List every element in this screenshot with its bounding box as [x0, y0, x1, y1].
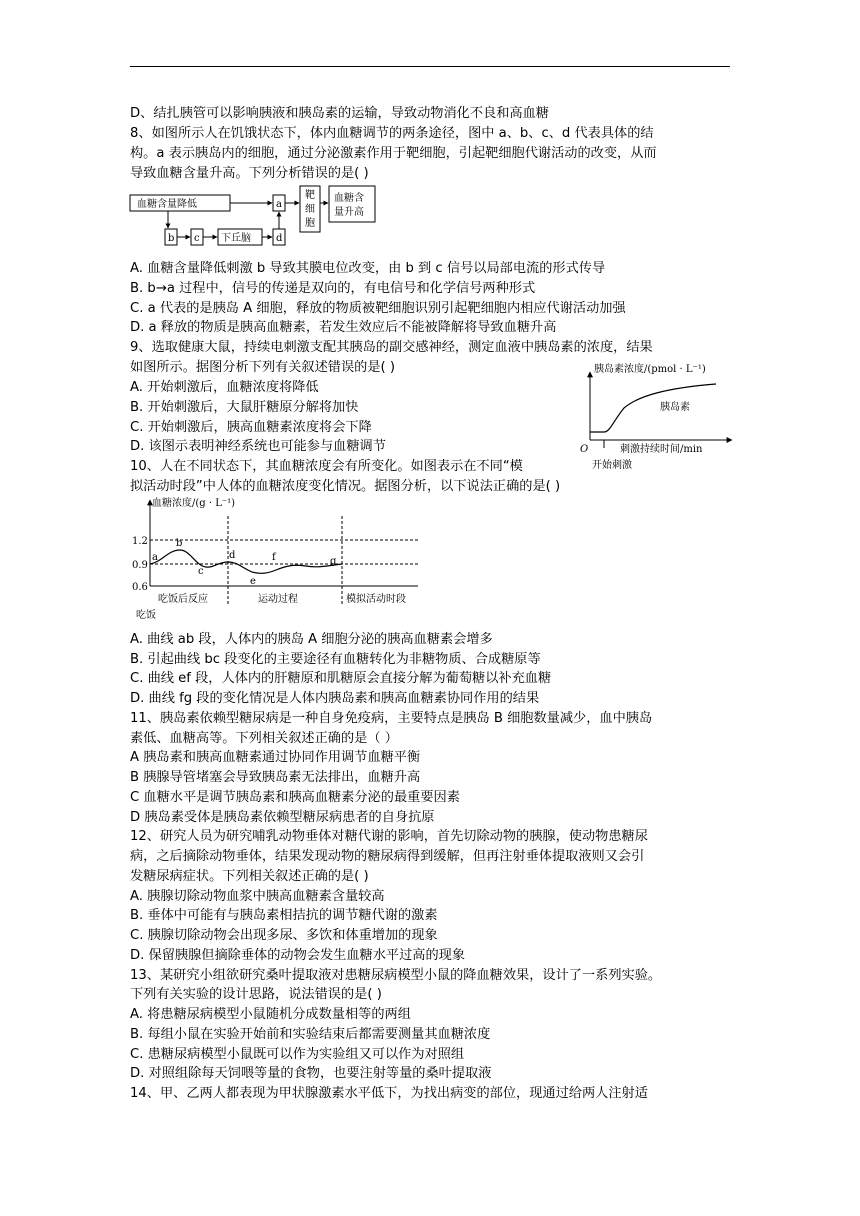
q11-option-c: C 血糖水平是调节胰岛素和胰高血糖素分泌的最重要因素: [130, 790, 460, 805]
q10-option-c: C. 曲线 ef 段，人体内的肝糖原和肌糖原会直接分解为葡萄糖以补充血糖: [130, 671, 552, 686]
q8-option-a: A. 血糖含量降低刺激 b 导致其膜电位改变，由 b 到 c 信号以局部电流的形式传导: [130, 261, 606, 276]
q10-eat-label: 吃饭: [136, 610, 156, 621]
q10-segment-1: 吃饭后反应: [158, 594, 208, 605]
q13-stem-1: 13、某研究小组欲研究桑叶提取液对患糖尿病模型小鼠的降血糖效果，设计了一系列实验。: [130, 968, 662, 983]
q9-insulin-curve: [590, 384, 716, 432]
q9-curve-label: 胰岛素: [660, 402, 690, 413]
q12-option-a: A. 胰腺切除动物血浆中胰高血糖素含量较高: [130, 889, 385, 904]
q13-option-b: B. 每组小鼠在实验开始前和实验结束后都需要测量其血糖浓度: [130, 1027, 491, 1042]
q8-box-start: 血糖含量降低: [137, 199, 197, 210]
q9-stem-2: 如图所示。据图分析下列有关叙述错误的是( ): [130, 360, 396, 375]
q11-option-b: B 胰腺导管堵塞会导致胰岛素无法排出，血糖升高: [130, 770, 421, 785]
q9-ylabel: 胰岛素浓度/(pmol · L⁻¹): [594, 364, 706, 375]
q8-result-1: 血糖含: [334, 193, 364, 204]
q10-tick-1: 1.2: [132, 536, 148, 547]
q8-box-hypothalamus: 下丘脑: [221, 233, 251, 244]
q12-option-c: C. 胰腺切除动物会出现多尿、多饮和体重增加的现象: [130, 928, 438, 943]
q14-stem-1: 14、甲、乙两人都表现为甲状腺激素水平低下，为找出病变的部位，现通过给两人注射适: [130, 1086, 648, 1101]
q8-option-d: D. a 释放的物质是胰高血糖素，若发生效应后不能被降解将导致血糖升高: [130, 320, 557, 335]
q12-option-b: B. 垂体中可能有与胰岛素相拮抗的调节糖代谢的激素: [130, 908, 438, 923]
q10-point-g: g: [330, 556, 337, 567]
header-rule: [130, 66, 730, 67]
q8-diagram: [128, 184, 388, 250]
q13-option-a: A. 将患糖尿病模型小鼠随机分成数量相等的两组: [130, 1007, 411, 1022]
q10-point-f: f: [272, 552, 276, 563]
q10-stem-1: 10、人在不同状态下，其血糖浓度会有所变化。如图表示在不同“模: [130, 459, 523, 474]
q10-segment-2: 运动过程: [258, 594, 298, 605]
q13-option-c: C. 患糖尿病模型小鼠既可以作为实验组又可以作为对照组: [130, 1047, 465, 1062]
q10-point-c: c: [198, 566, 204, 577]
q10-point-b: b: [176, 538, 183, 549]
q8-stem-1: 8、如图所示人在饥饿状态下，体内血糖调节的两条途径，图中 a、b、c、d 代表具体的结: [130, 126, 654, 141]
q8-stem-3: 导致血糖含量升高。下列分析错误的是( ): [130, 166, 369, 181]
q8-result-2: 量升高: [334, 207, 364, 218]
q10-glucose-curve: [150, 550, 342, 573]
q8-box-b: b: [168, 233, 175, 244]
q8-stem-2: 构。a 表示胰岛内的细胞，通过分泌激素作用于靶细胞，引起靶细胞代谢活动的改变，从而: [130, 146, 657, 161]
q13-stem-2: 下列有关实验的设计思路，说法错误的是( ): [130, 987, 382, 1002]
q7-option-d: D、结扎胰管可以影响胰液和胰岛素的运输，导致动物消化不良和高血糖: [130, 106, 549, 121]
q13-option-d: D. 对照组除每天饲喂等量的食物，也要注射等量的桑叶提取液: [130, 1066, 492, 1081]
q11-option-d: D 胰岛素受体是胰岛素依赖型糖尿病患者的自身抗原: [130, 810, 435, 825]
q12-stem-1: 12、研究人员为研究哺乳动物垂体对糖代谢的影响，首先切除动物的胰腺，使动物患糖尿: [130, 829, 648, 844]
q9-option-c: C. 开始刺激后，胰高血糖素浓度将会下降: [130, 420, 372, 435]
q12-stem-2: 病，之后摘除动物垂体，结果发现动物的糖尿病得到缓解，但再注射垂体提取液则又会引: [130, 849, 645, 864]
q12-option-d: D. 保留胰腺但摘除垂体的动物会发生血糖水平过高的现象: [130, 948, 466, 963]
q10-option-a: A. 曲线 ab 段，人体内的胰岛 A 细胞分泌的胰高血糖素会增多: [130, 632, 493, 647]
q8-box-d: d: [276, 233, 283, 244]
q10-ylabel: 血糖浓度/(g · L⁻¹): [152, 498, 236, 509]
q11-option-a: A 胰岛素和胰高血糖素通过协同作用调节血糖平衡: [130, 750, 421, 765]
q8-box-c: c: [194, 233, 200, 244]
q10-stem-2: 拟活动时段”中人体的血糖浓度变化情况。据图分析，以下说法正确的是( ): [130, 479, 561, 494]
q9-stimulus-label: 开始刺激: [592, 460, 632, 471]
q8-box-a: a: [276, 199, 282, 210]
q10-point-e: e: [250, 576, 256, 587]
q8-option-c: C. a 代表的是胰岛 A 细胞，释放的物质被靶细胞识别引起靶细胞内相应代谢活动加强: [130, 301, 626, 316]
q10-tick-2: 0.9: [132, 560, 148, 571]
q10-segment-3: 模拟活动时段: [346, 594, 406, 605]
q8-target-3: 胞: [305, 218, 315, 229]
q9-option-d: D. 该图示表明神经系统也可能参与血糖调节: [130, 439, 386, 454]
q10-point-a: a: [152, 552, 158, 563]
q8-target-2: 细: [305, 204, 315, 215]
q9-origin: O: [580, 444, 589, 455]
q10-point-d: d: [229, 550, 236, 561]
q9-option-a: A. 开始刺激后，血糖浓度将降低: [130, 380, 319, 395]
q8-option-b: B. b→a 过程中，信号的传递是双向的，有电信号和化学信号两种形式: [130, 281, 536, 296]
q8-target-1: 靶: [305, 190, 315, 201]
q11-stem-1: 11、胰岛素依赖型糖尿病是一种自身免疫病，主要特点是胰岛 B 细胞数量减少，血中胰岛: [130, 711, 653, 726]
q9-chart: [576, 360, 736, 472]
q10-tick-3: 0.6: [132, 582, 148, 593]
q10-option-b: B. 引起曲线 bc 段变化的主要途径有血糖转化为非糖物质、合成糖原等: [130, 652, 541, 667]
q10-option-d: D. 曲线 fg 段的变化情况是人体内胰岛素和胰高血糖素协同作用的结果: [130, 691, 540, 706]
q12-stem-3: 发糖尿病症状。下列相关叙述正确的是( ): [130, 869, 369, 884]
q9-stem-1: 9、选取健康大鼠，持续电刺激支配其胰岛的副交感神经，测定血液中胰岛素的浓度，结果: [130, 340, 653, 355]
q9-xlabel: 刺激持续时间/min: [620, 444, 703, 455]
q11-stem-2: 素低、血糖高等。下列相关叙述正确的是（ ）: [130, 731, 398, 746]
q9-option-b: B. 开始刺激后，大鼠肝糖原分解将加快: [130, 400, 359, 415]
q10-chart: [128, 494, 428, 622]
